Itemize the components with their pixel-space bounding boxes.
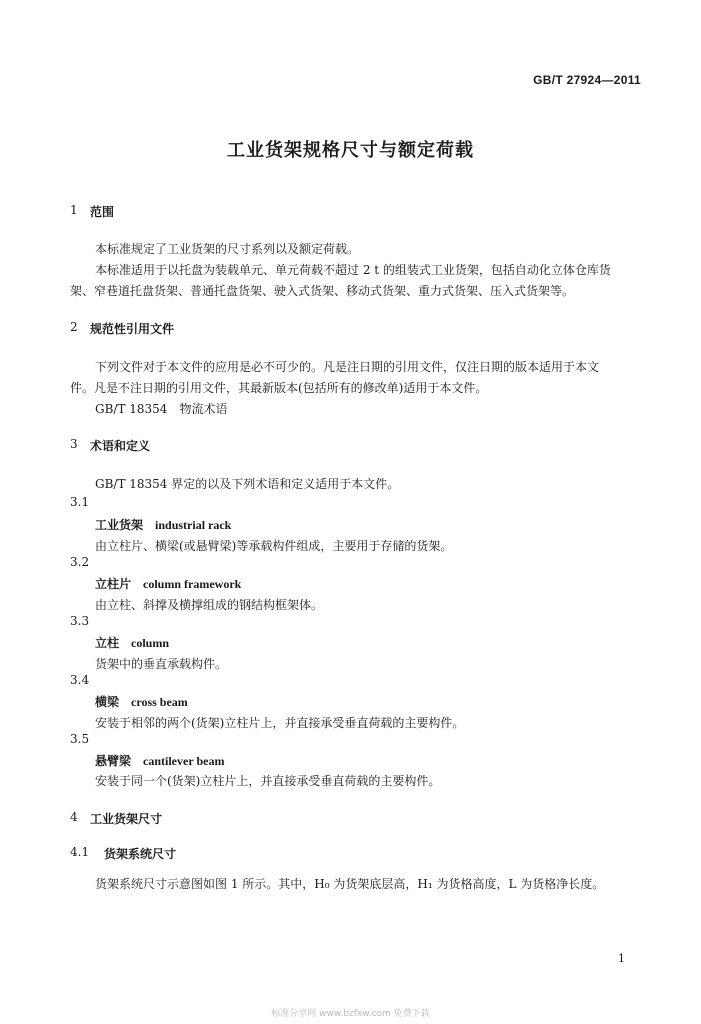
- term-3-2-definition: 由立柱、斜撑及横撑组成的钢结构框架体。: [95, 598, 324, 612]
- section-4-number: 4: [70, 810, 78, 824]
- section-2-title: 规范性引用文件: [90, 322, 175, 336]
- section-2-reference: GB/T 18354 物流术语: [95, 402, 228, 416]
- section-1-title: 范围: [90, 205, 115, 219]
- term-3-5: [95, 752, 224, 769]
- clause-3-3-number: 3.3: [70, 614, 90, 628]
- term-3-1-english: industrial rack: [155, 518, 232, 532]
- subsection-4-1-number: 4.1: [70, 845, 90, 859]
- section-1-paragraph-1: 本标准规定了工业货架的尺寸系列以及额定荷载。: [95, 242, 360, 256]
- clause-3-2-number: 3.2: [70, 555, 90, 569]
- term-3-2-english: column framework: [143, 577, 242, 591]
- section-3-intro: GB/T 18354 界定的以及下列术语和定义适用于本文件。: [95, 477, 400, 491]
- term-3-3-chinese: 立柱: [95, 636, 120, 650]
- term-3-4-definition: 安装于相邻的两个(货架)立柱片上，并直接承受垂直荷载的主要构件。: [95, 716, 465, 730]
- term-3-1-definition: 由立柱片、横梁(或悬臂梁)等承载构件组成，主要用于存储的货架。: [95, 539, 453, 553]
- document-title: 工业货架规格尺寸与额定荷载: [227, 140, 474, 161]
- clause-3-1-number: 3.1: [70, 495, 90, 509]
- term-3-5-definition: 安装于同一个(货架)立柱片上，并直接承受垂直荷载的主要构件。: [95, 774, 441, 788]
- term-3-4-chinese: 横梁: [95, 695, 120, 709]
- term-3-4: [95, 693, 188, 710]
- section-1-paragraph-2-line-1: 本标准适用于以托盘为装载单元、单元荷载不超过 2 t 的组装式工业货架，包括自动化立体仓库货: [95, 263, 611, 277]
- term-3-4-english: cross beam: [131, 695, 188, 709]
- term-3-1-chinese: 工业货架: [95, 518, 144, 532]
- subsection-4-1-title: 货架系统尺寸: [104, 847, 177, 861]
- clause-3-4-number: 3.4: [70, 673, 90, 687]
- standard-number: GB/T 27924—2011: [533, 73, 641, 87]
- section-4-1-paragraph: 货架系统尺寸示意图如图 1 所示。其中，H₀ 为货架底层高，H₁ 为货格高度，L 为货格净长度。: [95, 877, 605, 891]
- term-3-2-chinese: 立柱片: [95, 577, 132, 591]
- section-4-title: 工业货架尺寸: [90, 812, 163, 826]
- section-2-paragraph-line-2: 件。凡是不注日期的引用文件，其最新版本(包括所有的修改单)适用于本文件。: [70, 381, 488, 395]
- term-3-3-definition: 货架中的垂直承载构件。: [95, 657, 228, 671]
- section-2-number: 2: [70, 320, 78, 334]
- footer-watermark: 标准分享网 www.bzfxw.com 免费下载: [271, 1009, 430, 1019]
- section-3-title: 术语和定义: [90, 439, 151, 453]
- section-1-number: 1: [70, 203, 78, 217]
- term-3-5-english: cantilever beam: [143, 754, 225, 768]
- term-3-3: [95, 634, 169, 651]
- term-3-1: [95, 516, 231, 533]
- term-3-3-english: column: [131, 636, 170, 650]
- page-number: 1: [618, 952, 625, 965]
- section-2-paragraph-line-1: 下列文件对于本文件的应用是必不可少的。凡是注日期的引用文件，仅注日期的版本适用于本文: [95, 360, 600, 374]
- term-3-5-chinese: 悬臂梁: [95, 754, 132, 768]
- term-3-2: [95, 575, 241, 592]
- clause-3-5-number: 3.5: [70, 732, 90, 746]
- section-1-paragraph-2-line-2: 架、窄巷道托盘货架、普通托盘货架、驶入式货架、移动式货架、重力式货架、压入式货架等。: [70, 284, 575, 298]
- section-3-number: 3: [70, 437, 78, 451]
